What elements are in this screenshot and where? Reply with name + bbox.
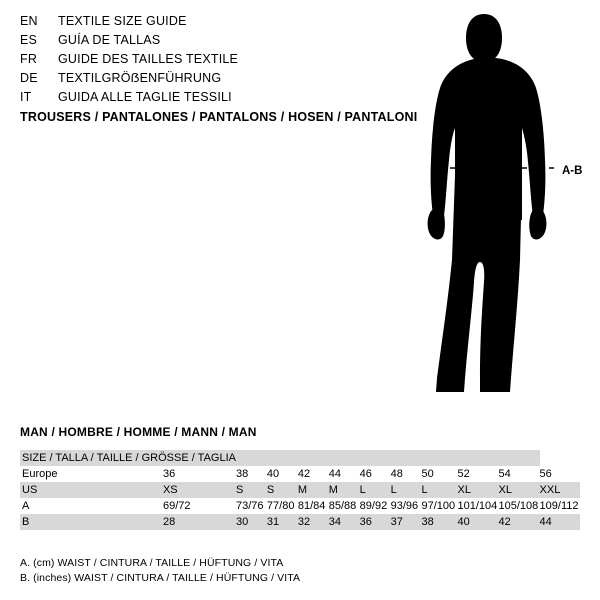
cell: 28 <box>163 514 236 530</box>
table-row <box>20 498 580 514</box>
row-label: US <box>20 482 163 498</box>
cell: 38 <box>236 466 267 482</box>
cell: L <box>391 482 422 498</box>
language-row <box>20 33 400 52</box>
cell: 42 <box>499 514 540 530</box>
language-code: ES <box>20 33 38 47</box>
cell: L <box>422 482 458 498</box>
cell: 85/88 <box>329 498 360 514</box>
cell: 31 <box>267 514 298 530</box>
table-row <box>20 514 580 530</box>
cell: 73/76 <box>236 498 267 514</box>
language-row <box>20 90 400 109</box>
cell: XS <box>163 482 236 498</box>
cell: 97/100 <box>422 498 458 514</box>
cell: 46 <box>360 466 391 482</box>
cell: M <box>329 482 360 498</box>
cell: XXL <box>540 482 580 498</box>
table-title: MAN / HOMBRE / HOMME / MANN / MAN <box>20 425 257 439</box>
cell: 77/80 <box>267 498 298 514</box>
cell: 56 <box>540 466 580 482</box>
cell: XL <box>458 482 499 498</box>
cell: L <box>360 482 391 498</box>
language-code: EN <box>20 14 38 28</box>
cell: 34 <box>329 514 360 530</box>
cell: 42 <box>298 466 329 482</box>
language-text: GUIDA ALLE TAGLIE TESSILI <box>58 90 232 104</box>
size-table <box>20 450 580 530</box>
cell: 44 <box>329 466 360 482</box>
row-label: Europe <box>20 466 163 482</box>
language-row <box>20 71 400 90</box>
cell: 37 <box>391 514 422 530</box>
cell: 105/108 <box>498 500 539 512</box>
cell: 93/96 <box>391 498 422 514</box>
cell: XL <box>499 482 540 498</box>
cell: S <box>236 482 267 498</box>
row-label: A <box>20 498 163 514</box>
cell: 40 <box>458 514 499 530</box>
table-row <box>20 482 580 498</box>
row-label: B <box>20 514 163 530</box>
language-text: GUÍA DE TALLAS <box>58 33 161 47</box>
language-text: GUIDE DES TAILLES TEXTILE <box>58 52 239 66</box>
cell: 30 <box>236 514 267 530</box>
footnote-a: A. (cm) WAIST / CINTURA / TAILLE / HÜFTUNG / VITA <box>20 557 284 569</box>
language-code: IT <box>20 90 32 104</box>
language-code: FR <box>20 52 38 66</box>
language-list <box>20 14 400 109</box>
cell: 89/92 <box>360 498 391 514</box>
cell: 50 <box>422 466 458 482</box>
cell: 109/112 <box>539 500 579 512</box>
cell: 44 <box>540 514 580 530</box>
figure-illustration <box>410 10 600 410</box>
table-row <box>20 466 580 482</box>
language-text: TEXTILGRÖẞENFÜHRUNG <box>58 71 222 85</box>
language-row <box>20 14 400 33</box>
footnote-b: B. (inches) WAIST / CINTURA / TAILLE / HÜFTUNG / VITA <box>20 572 301 584</box>
product-title: TROUSERS / PANTALONES / PANTALONS / HOSEN / PANTALONI <box>20 110 418 124</box>
cell: 81/84 <box>298 498 329 514</box>
man-silhouette-icon <box>410 10 600 410</box>
cell: 69/72 <box>163 498 236 514</box>
cell: 48 <box>391 466 422 482</box>
cell: M <box>298 482 329 498</box>
cell: 52 <box>458 466 499 482</box>
cell: 38 <box>422 514 458 530</box>
cell: 54 <box>499 466 540 482</box>
cell: 101/104 <box>457 500 498 512</box>
language-row <box>20 52 400 71</box>
cell: S <box>267 482 298 498</box>
cell: 40 <box>267 466 298 482</box>
cell: 32 <box>298 514 329 530</box>
row-label-header: SIZE / TALLA / TAILLE / GRÖSSE / TAGLIA <box>22 452 236 464</box>
footnotes <box>20 556 300 586</box>
table-row-header <box>20 450 580 466</box>
cell: 36 <box>360 514 391 530</box>
language-text: TEXTILE SIZE GUIDE <box>58 14 187 28</box>
cell: 36 <box>163 466 236 482</box>
language-code: DE <box>20 71 38 85</box>
measurement-label-ab: A-B <box>562 165 583 177</box>
